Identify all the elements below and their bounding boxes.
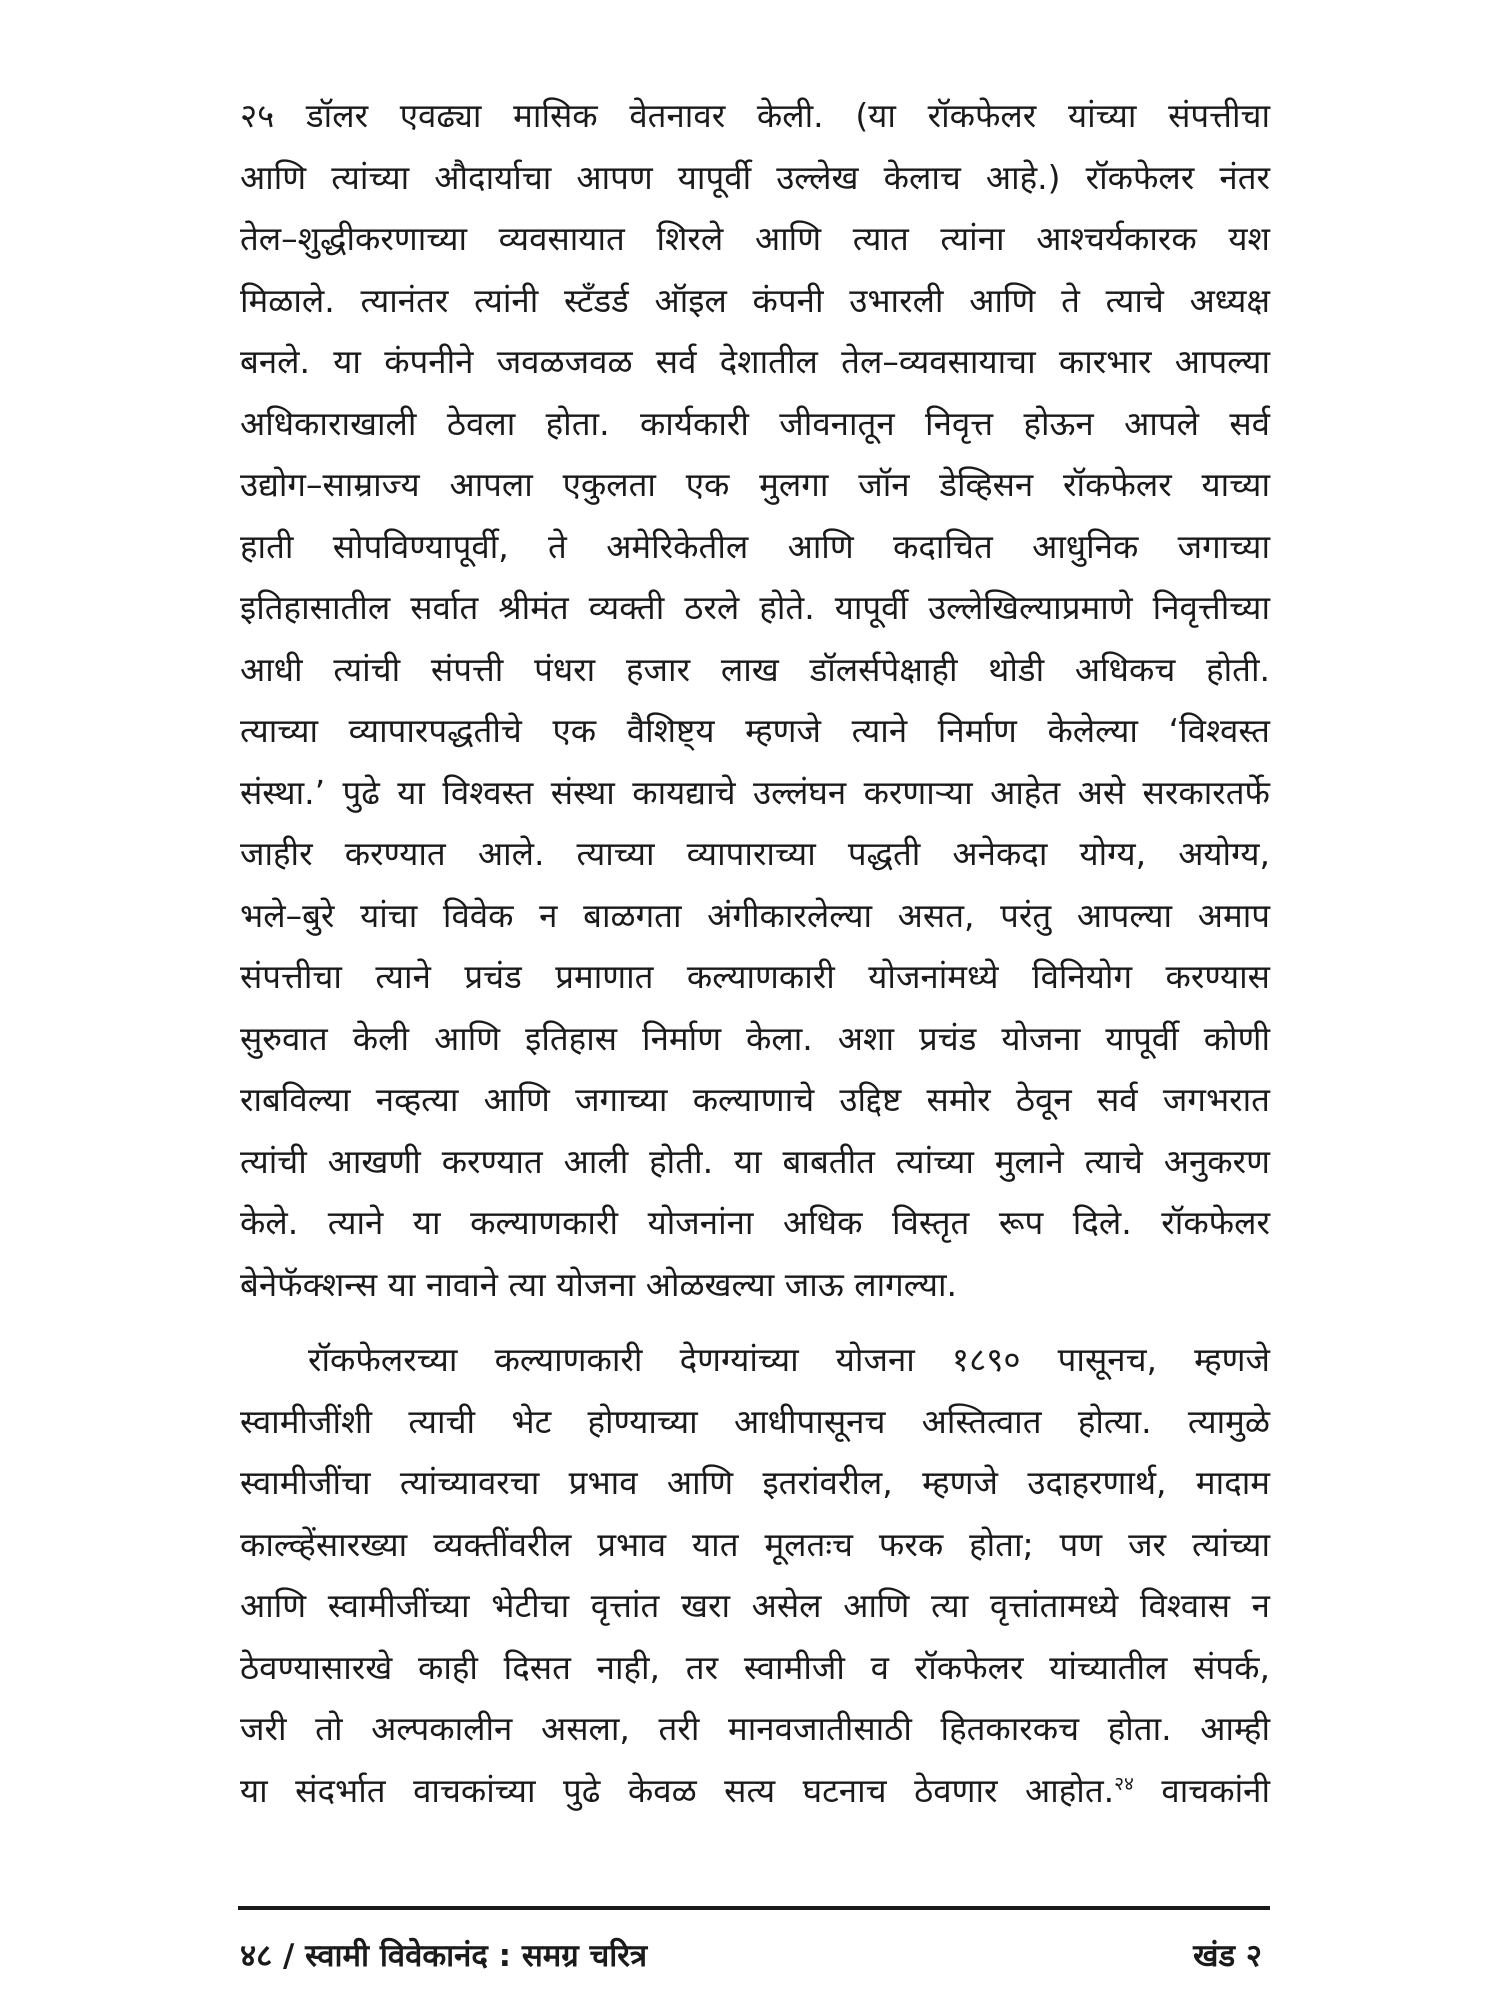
text-line: स्वामीजींशी त्याची भेट होण्याच्या आधीपासूनच अस्तित्वात होत्या. त्यामुळे	[240, 1401, 1270, 1441]
text-line: ठेवण्यासारखे काही दिसत नाही, तर स्वामीजी व रॉकफेलर यांच्यातील संपर्क,	[240, 1647, 1270, 1687]
footer-page-title: ४८ / स्वामी विवेकानंद : समग्र चरित्र	[240, 1938, 648, 1974]
paragraph-1	[240, 85, 1270, 1315]
text-line-last	[240, 1760, 1270, 1822]
text-line: हाती सोपविण्यापूर्वी, ते अमेरिकेतील आणि कदाचित आधुनिक जगाच्या	[240, 526, 1270, 566]
text-line: संपत्तीचा त्याने प्रचंड प्रमाणात कल्याणकारी योजनांमध्ये विनियोग करण्यास	[240, 957, 1270, 996]
text-line: राबविल्या नव्हत्या आणि जगाच्या कल्याणाचे उद्दिष्ट समोर ठेवून सर्व जगभरात	[240, 1080, 1270, 1119]
text-line: बेनेफॅक्शन्स या नावाने त्या योजना ओळखल्या जाऊ लागल्या.	[240, 1264, 957, 1304]
footer-divider	[238, 1906, 1270, 1910]
page-body	[240, 85, 1270, 1821]
text-line: तेल–शुद्धीकरणाच्या व्यवसायात शिरले आणि त्यात त्यांना आश्चर्यकारक यश	[240, 219, 1270, 258]
paragraph-2	[240, 1329, 1270, 1821]
last-word: वाचकांनी	[1161, 1770, 1270, 1810]
text-line: बनले. या कंपनीने जवळजवळ सर्व देशातील तेल–व्यवसायाचा कारभार आपल्या	[240, 342, 1270, 381]
text-line: अधिकाराखाली ठेवला होता. कार्यकारी जीवनातून निवृत्त होऊन आपले सर्व	[240, 403, 1270, 443]
text-line: आणि त्यांच्या औदार्याचा आपण यापूर्वी उल्लेख केलाच आहे.) रॉकफेलर नंतर	[240, 157, 1270, 197]
text-line: सुरुवात केली आणि इतिहास निर्माण केला. अशा प्रचंड योजना यापूर्वी कोणी	[240, 1018, 1270, 1058]
text-line: आणि स्वामीजींच्या भेटीचा वृत्तांत खरा असेल आणि त्या वृत्तांतामध्ये विश्वास न	[240, 1586, 1270, 1625]
text-line: संस्था.’ पुढे या विश्वस्त संस्था कायद्याचे उल्लंघन करणाऱ्या आहेत असे सरकारतर्फे	[240, 772, 1270, 812]
text-line: आधी त्यांची संपत्ती पंधरा हजार लाख डॉलर्सपेक्षाही थोडी अधिकच होती.	[240, 649, 1270, 689]
footnote-marker[interactable]: २४	[1114, 1772, 1134, 1795]
text-line: मिळाले. त्यानंतर त्यांनी स्टँडर्ड ऑइल कंपनी उभारली आणि ते त्याचे अध्यक्ष	[240, 280, 1270, 320]
text-line: स्वामीजींचा त्यांच्यावरचा प्रभाव आणि इतरांवरील, म्हणजे उदाहरणार्थ, मादाम	[240, 1463, 1270, 1502]
text-line: केले. त्याने या कल्याणकारी योजनांना अधिक विस्तृत रूप दिले. रॉकफेलर	[240, 1203, 1270, 1242]
text-line-content: रॉकफेलरच्या कल्याणकारी देणग्यांच्या योजना १८९० पासूनच, म्हणजे	[308, 1340, 1270, 1379]
text-line	[240, 1329, 1270, 1391]
text-line-content: या संदर्भात वाचकांच्या पुढे केवळ सत्य घटनाच ठेवणार आहोत.	[240, 1770, 1115, 1810]
text-line: २५ डॉलर एवढ्या मासिक वेतनावर केली. (या रॉकफेलर यांच्या संपत्तीचा	[240, 96, 1270, 135]
text-line: त्यांची आखणी करण्यात आली होती. या बाबतीत त्यांच्या मुलाने त्याचे अनुकरण	[240, 1141, 1270, 1181]
text-line: काल्व्हेंसारख्या व्यक्तींवरील प्रभाव यात मूलतःच फरक होता; पण जर त्यांच्या	[240, 1524, 1270, 1564]
text-line: त्याच्या व्यापारपद्धतीचे एक वैशिष्ट्य म्हणजे त्याने निर्माण केलेल्या ‘विश्वस्त	[240, 711, 1270, 750]
text-line: उद्योग–साम्राज्य आपला एकुलता एक मुलगा जॉन डेव्हिसन रॉकफेलर याच्या	[240, 465, 1270, 504]
text-line: इतिहासातील सर्वात श्रीमंत व्यक्ती ठरले होते. यापूर्वी उल्लेखिल्याप्रमाणे निवृत्तीच्या	[240, 588, 1270, 627]
text-line: जरी तो अल्पकालीन असला, तरी मानवजातीसाठी हितकारकच होता. आम्ही	[240, 1709, 1270, 1748]
page-footer	[240, 1934, 1270, 1984]
text-line: भले–बुरे यांचा विवेक न बाळगता अंगीकारलेल्या असत, परंतु आपल्या अमाप	[240, 895, 1270, 935]
text-line: जाहीर करण्यात आले. त्याच्या व्यापाराच्या पद्धती अनेकदा योग्य, अयोग्य,	[240, 834, 1270, 873]
footer-volume: खंड २	[1193, 1938, 1262, 1974]
